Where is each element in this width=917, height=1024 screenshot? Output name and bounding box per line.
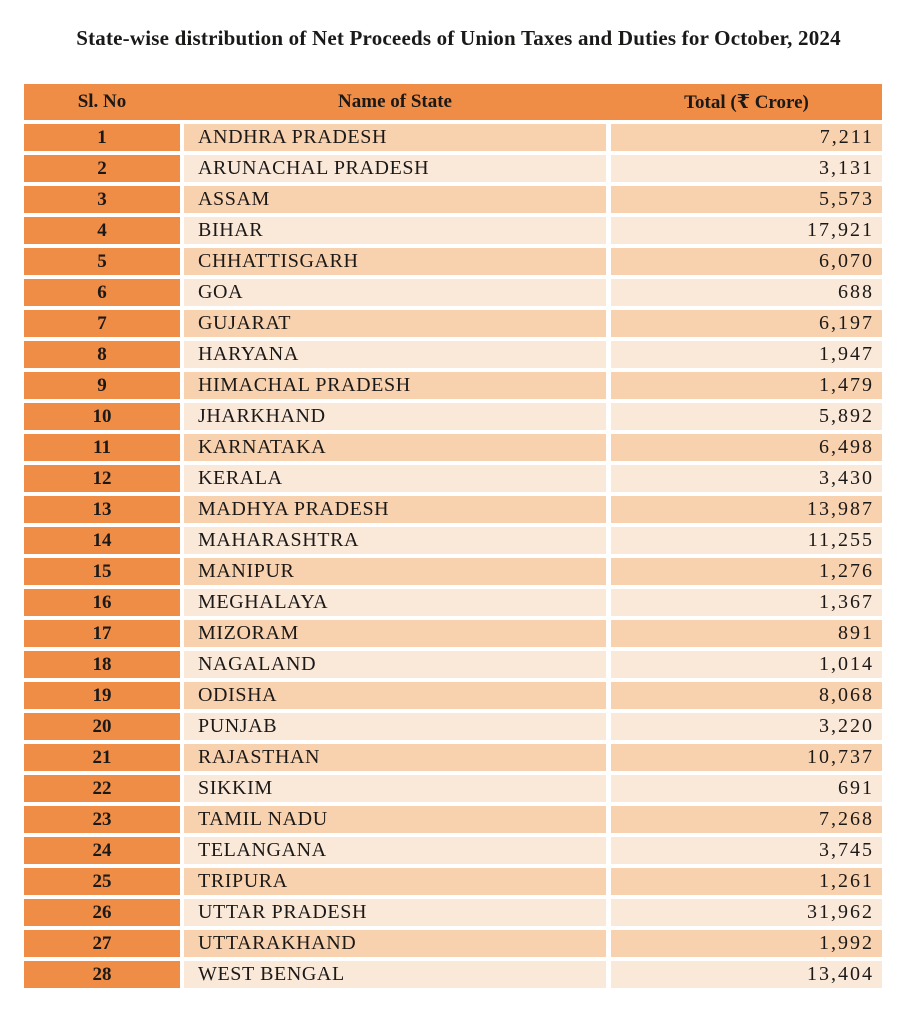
cell-total: 31,962 [611,899,882,926]
cell-sl-no: 10 [24,403,180,430]
cell-total: 691 [611,775,882,802]
cell-total: 1,479 [611,372,882,399]
cell-sl-no: 21 [24,744,180,771]
cell-total: 7,211 [611,124,882,151]
table-row [24,558,882,585]
cell-total: 7,268 [611,806,882,833]
cell-sl-no: 11 [24,434,180,461]
table-row [24,372,882,399]
cell-sl-no: 16 [24,589,180,616]
cell-total: 1,367 [611,589,882,616]
cell-state-name: MAHARASHTRA [184,527,606,554]
cell-state-name: NAGALAND [184,651,606,678]
cell-state-name: SIKKIM [184,775,606,802]
cell-total: 1,276 [611,558,882,585]
cell-sl-no: 7 [24,310,180,337]
cell-total: 10,737 [611,744,882,771]
cell-sl-no: 4 [24,217,180,244]
cell-state-name: WEST BENGAL [184,961,606,988]
table-row [24,775,882,802]
table-row [24,682,882,709]
cell-total: 13,404 [611,961,882,988]
cell-sl-no: 24 [24,837,180,864]
table-row [24,403,882,430]
cell-state-name: CHHATTISGARH [184,248,606,275]
cell-total: 1,014 [611,651,882,678]
cell-state-name: KERALA [184,465,606,492]
cell-total: 3,131 [611,155,882,182]
cell-state-name: PUNJAB [184,713,606,740]
cell-total: 17,921 [611,217,882,244]
cell-sl-no: 3 [24,186,180,213]
cell-sl-no: 23 [24,806,180,833]
cell-sl-no: 27 [24,930,180,957]
table-body [24,124,882,988]
cell-sl-no: 13 [24,496,180,523]
cell-state-name: UTTAR PRADESH [184,899,606,926]
table-row [24,279,882,306]
cell-state-name: GOA [184,279,606,306]
column-header-sl-no: Sl. No [77,91,127,112]
cell-state-name: TELANGANA [184,837,606,864]
cell-total: 1,992 [611,930,882,957]
cell-sl-no: 9 [24,372,180,399]
cell-state-name: GUJARAT [184,310,606,337]
page-title: State-wise distribution of Net Proceeds of Union Taxes and Duties for October, 2024 [76,26,841,50]
cell-state-name: MEGHALAYA [184,589,606,616]
table-row [24,868,882,895]
column-header-state-name: Name of State [338,91,452,112]
table-row [24,186,882,213]
cell-state-name: RAJASTHAN [184,744,606,771]
table-row [24,217,882,244]
cell-sl-no: 15 [24,558,180,585]
cell-state-name: HIMACHAL PRADESH [184,372,606,399]
cell-total: 688 [611,279,882,306]
cell-sl-no: 12 [24,465,180,492]
cell-sl-no: 8 [24,341,180,368]
table-row [24,837,882,864]
table-row [24,651,882,678]
table-row [24,434,882,461]
cell-total: 6,197 [611,310,882,337]
cell-state-name: ARUNACHAL PRADESH [184,155,606,182]
cell-total: 891 [611,620,882,647]
cell-total: 3,430 [611,465,882,492]
cell-sl-no: 18 [24,651,180,678]
cell-sl-no: 26 [24,899,180,926]
cell-total: 5,892 [611,403,882,430]
table-row [24,620,882,647]
cell-state-name: HARYANA [184,341,606,368]
state-tax-table [24,84,882,992]
cell-state-name: ANDHRA PRADESH [184,124,606,151]
cell-state-name: TRIPURA [184,868,606,895]
table-row [24,465,882,492]
cell-sl-no: 14 [24,527,180,554]
cell-state-name: MIZORAM [184,620,606,647]
cell-total: 8,068 [611,682,882,709]
table-row [24,124,882,151]
cell-state-name: ASSAM [184,186,606,213]
cell-total: 3,745 [611,837,882,864]
cell-total: 1,261 [611,868,882,895]
cell-state-name: TAMIL NADU [184,806,606,833]
cell-state-name: UTTARAKHAND [184,930,606,957]
cell-total: 5,573 [611,186,882,213]
cell-total: 6,070 [611,248,882,275]
cell-total: 6,498 [611,434,882,461]
cell-sl-no: 1 [24,124,180,151]
cell-state-name: MANIPUR [184,558,606,585]
cell-sl-no: 5 [24,248,180,275]
table-row [24,527,882,554]
table-row [24,806,882,833]
table-row [24,930,882,957]
cell-sl-no: 22 [24,775,180,802]
table-row [24,248,882,275]
cell-sl-no: 25 [24,868,180,895]
table-row [24,744,882,771]
cell-state-name: MADHYA PRADESH [184,496,606,523]
cell-sl-no: 6 [24,279,180,306]
table-row [24,155,882,182]
cell-state-name: ODISHA [184,682,606,709]
cell-state-name: BIHAR [184,217,606,244]
cell-total: 1,947 [611,341,882,368]
table-row [24,899,882,926]
cell-sl-no: 2 [24,155,180,182]
cell-sl-no: 17 [24,620,180,647]
column-header-total-crore: Total (₹ Crore) [684,91,809,113]
table-row [24,589,882,616]
cell-total: 11,255 [611,527,882,554]
cell-state-name: JHARKHAND [184,403,606,430]
table-row [24,496,882,523]
cell-sl-no: 28 [24,961,180,988]
table-row [24,961,882,988]
table-row [24,713,882,740]
table-row [24,341,882,368]
table-row [24,310,882,337]
cell-total: 3,220 [611,713,882,740]
table-header-row [24,84,882,120]
cell-sl-no: 20 [24,713,180,740]
cell-total: 13,987 [611,496,882,523]
cell-sl-no: 19 [24,682,180,709]
cell-state-name: KARNATAKA [184,434,606,461]
